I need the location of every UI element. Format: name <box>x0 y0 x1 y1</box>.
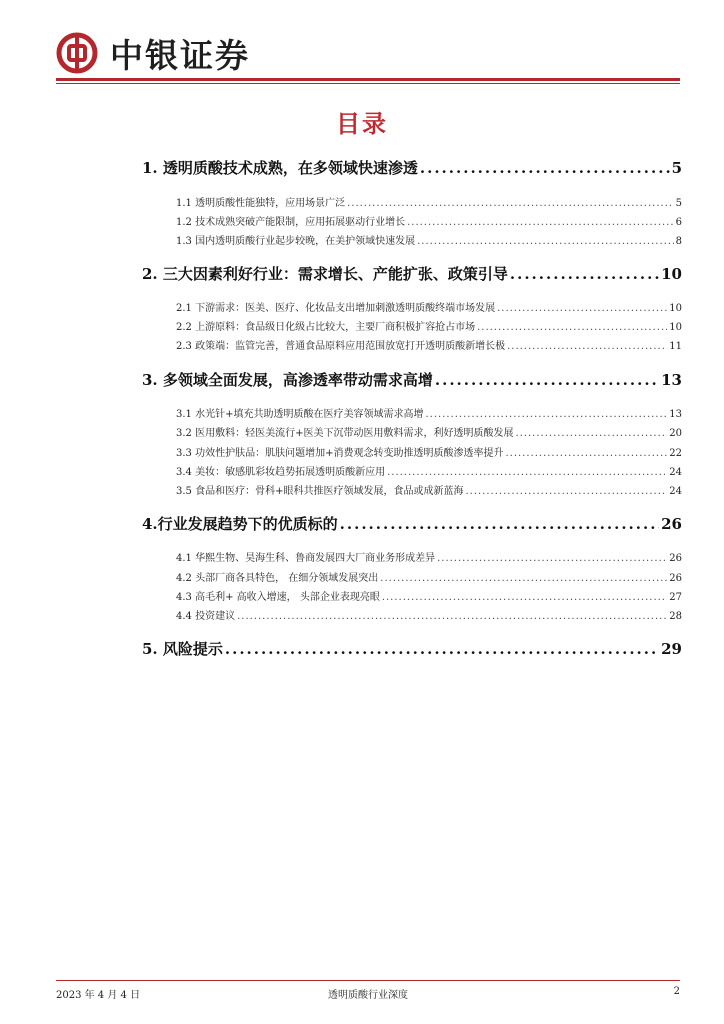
footer-rule <box>56 980 680 981</box>
toc-entry-page: 20 <box>669 428 682 439</box>
leader-dots <box>340 515 659 533</box>
toc-entry-page: 27 <box>669 592 682 603</box>
page-number: 2 <box>673 986 680 997</box>
toc-title: 目录 <box>336 109 388 138</box>
leader-dots <box>505 448 667 459</box>
leader-dots <box>380 573 667 584</box>
toc-entry-label: 2.2 上游原料：食品级日化级占比较大，主要厂商积极扩容抢占市场 <box>176 322 476 333</box>
toc-entry-page: 10 <box>669 322 682 333</box>
toc-entry[interactable] <box>142 318 682 333</box>
toc-entry-page: 5 <box>675 198 682 209</box>
toc-entry-page: 8 <box>675 236 682 247</box>
leader-dots <box>420 159 670 177</box>
leader-dots <box>510 265 659 283</box>
toc-entry[interactable] <box>142 588 682 603</box>
toc-entry[interactable] <box>142 213 682 228</box>
toc-entry[interactable] <box>142 569 682 584</box>
toc-entry[interactable] <box>142 263 682 284</box>
leader-dots <box>347 198 674 209</box>
toc-entry-label: 3.5 食品和医疗：骨科+眼科共推医疗领域发展，食品或成新蓝海 <box>176 486 464 497</box>
toc-entry-label: 4.3 高毛利+ 高收入增速， 头部企业表现亮眼 <box>176 592 380 603</box>
header <box>56 30 250 76</box>
toc-entry-label: 2.1 下游需求：医美、医疗、化妆品支出增加刺激透明质酸终端市场发展 <box>176 303 496 314</box>
leader-dots <box>477 322 667 333</box>
leader-dots <box>417 236 674 247</box>
toc-entry[interactable] <box>142 607 682 622</box>
leader-dots <box>425 409 667 420</box>
toc-entry[interactable] <box>142 444 682 459</box>
leader-dots <box>465 486 667 497</box>
toc-entry-label: 3. 多领域全面发展，高渗透率带动需求高增 <box>142 371 433 389</box>
leader-dots <box>497 303 667 314</box>
toc-entry-label: 2. 三大因素利好行业：需求增长、产能扩张、政策引导 <box>142 265 508 283</box>
toc-entry[interactable] <box>142 424 682 439</box>
toc-entry-label: 4.4 投资建议 <box>176 611 236 622</box>
toc-entry[interactable] <box>142 232 682 247</box>
toc-entry-page: 13 <box>661 371 682 389</box>
toc-entry-page: 6 <box>675 217 682 228</box>
toc-entry[interactable] <box>142 194 682 209</box>
toc-entry-label: 1.1 透明质酸性能独特，应用场景广泛 <box>176 198 346 209</box>
leader-dots <box>435 371 659 389</box>
report-title: 透明质酸行业深度 <box>328 990 408 1001</box>
toc-entry-page: 22 <box>669 448 682 459</box>
toc-entry-page: 24 <box>669 486 682 497</box>
toc-entry[interactable] <box>142 337 682 352</box>
leader-dots <box>382 592 667 603</box>
leader-dots <box>507 341 667 352</box>
toc-entry-page: 10 <box>661 265 682 283</box>
toc-entry-label: 3.1 水光针+填充共助透明质酸在医疗美容领域需求高增 <box>176 409 424 420</box>
toc-entry[interactable] <box>142 638 682 659</box>
toc-entry-label: 3.3 功效性护肤品：肌肤问题增加+消费观念转变助推透明质酸渗透率提升 <box>176 448 504 459</box>
toc-entry-label: 3.2 医用敷料：轻医美流行+医美下沉带动医用敷料需求，利好透明质酸发展 <box>176 428 514 439</box>
toc-entry[interactable] <box>142 463 682 478</box>
header-rule-thin <box>56 83 680 84</box>
toc-entry[interactable] <box>142 405 682 420</box>
toc-entry[interactable] <box>142 549 682 564</box>
toc-entry-page: 13 <box>669 409 682 420</box>
toc-entry-page: 26 <box>669 573 682 584</box>
toc-entry-label: 1. 透明质酸技术成熟，在多领域快速渗透 <box>142 159 418 177</box>
toc-entry-label: 3.4 美妆：敏感肌彩妆趋势拓展透明质酸新应用 <box>176 467 386 478</box>
toc-entry-label: 2.3 政策端：监管完善，普通食品原料应用范围放宽打开透明质酸新增长极 <box>176 341 506 352</box>
report-date: 2023 年 4 月 4 日 <box>56 990 141 1001</box>
toc-entry-label: 4.2 头部厂商各具特色， 在细分领域发展突出 <box>176 573 379 584</box>
toc-entry-page: 5 <box>671 159 682 177</box>
leader-dots <box>237 611 667 622</box>
brand-name: 中银证券 <box>110 35 250 75</box>
toc-entry[interactable] <box>142 513 682 534</box>
leader-dots <box>515 428 667 439</box>
toc-entry-label: 4.1 华熙生物、昊海生科、鲁商发展四大厂商业务形成差异 <box>176 553 436 564</box>
toc-entry-page: 24 <box>669 467 682 478</box>
bank-of-china-logo-icon <box>56 32 98 74</box>
toc-entry-label: 1.2 技术成熟突破产能限制，应用拓展驱动行业增长 <box>176 217 406 228</box>
leader-dots <box>387 467 667 478</box>
toc-entry[interactable] <box>142 157 682 178</box>
toc-entry[interactable] <box>142 482 682 497</box>
leader-dots <box>225 640 659 658</box>
toc-entry[interactable] <box>142 299 682 314</box>
toc-entry-page: 29 <box>661 640 682 658</box>
toc-entry-page: 10 <box>669 303 682 314</box>
toc-entry-page: 11 <box>669 341 682 352</box>
toc-entry-page: 28 <box>669 611 682 622</box>
leader-dots <box>437 553 667 564</box>
toc-entry-label: 1.3 国内透明质酸行业起步较晚，在美护领域快速发展 <box>176 236 416 247</box>
toc-entry-label: 4.行业发展趋势下的优质标的 <box>142 515 338 533</box>
toc-entry-page: 26 <box>661 515 682 533</box>
toc-entry-page: 26 <box>669 553 682 564</box>
header-rule <box>56 78 680 81</box>
toc-entry-label: 5. 风险提示 <box>142 640 223 658</box>
toc-entry[interactable] <box>142 369 682 390</box>
leader-dots <box>407 217 674 228</box>
